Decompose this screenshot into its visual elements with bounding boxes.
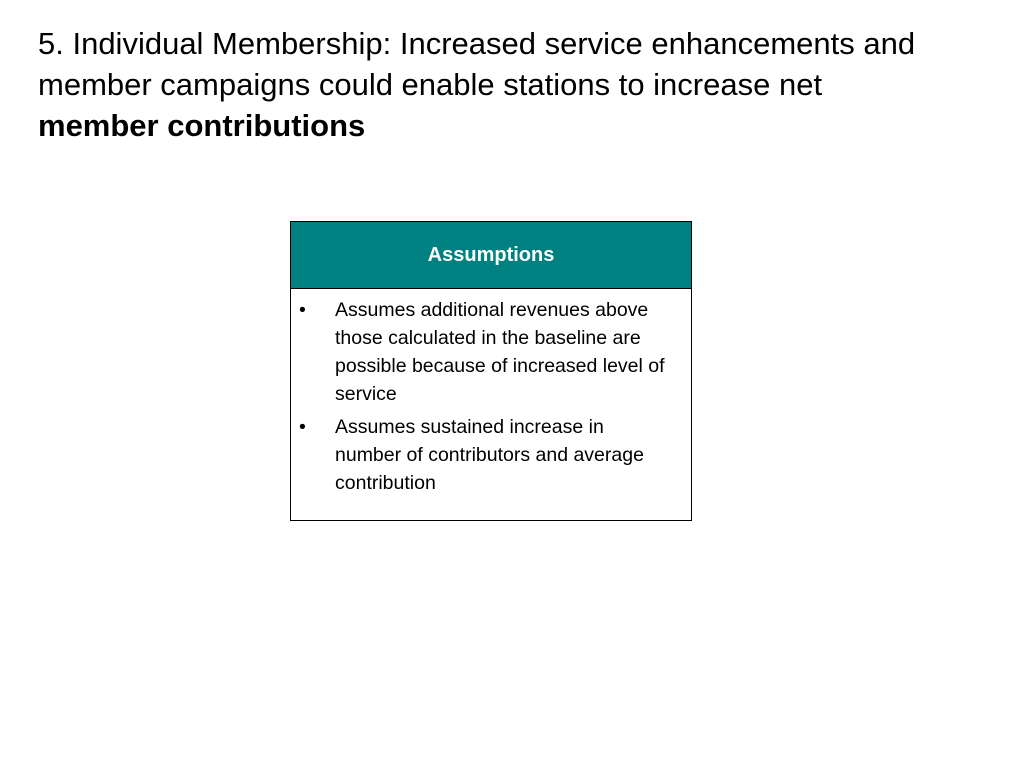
assumptions-header-label: Assumptions bbox=[427, 243, 555, 266]
assumption-item bbox=[295, 413, 673, 497]
assumptions-list bbox=[291, 289, 691, 497]
assumptions-box bbox=[290, 221, 692, 521]
assumptions-header bbox=[291, 222, 691, 289]
slide-title bbox=[38, 23, 998, 146]
bullet-icon: • bbox=[299, 416, 306, 438]
assumption-item bbox=[295, 296, 673, 408]
assumption-item-text: Assumes additional revenues above those calculated in the baseline are possible because of increased level of service bbox=[335, 299, 665, 405]
assumption-item-text: Assumes sustained increase in number of contributors and average contribution bbox=[335, 416, 644, 494]
slide-title-text: 5. Individual Membership: Increased service enhancements and member campaigns could enable stations to increase net bbox=[38, 26, 916, 102]
slide-title-emphasis: member contributions bbox=[38, 108, 366, 143]
bullet-icon: • bbox=[299, 299, 306, 321]
